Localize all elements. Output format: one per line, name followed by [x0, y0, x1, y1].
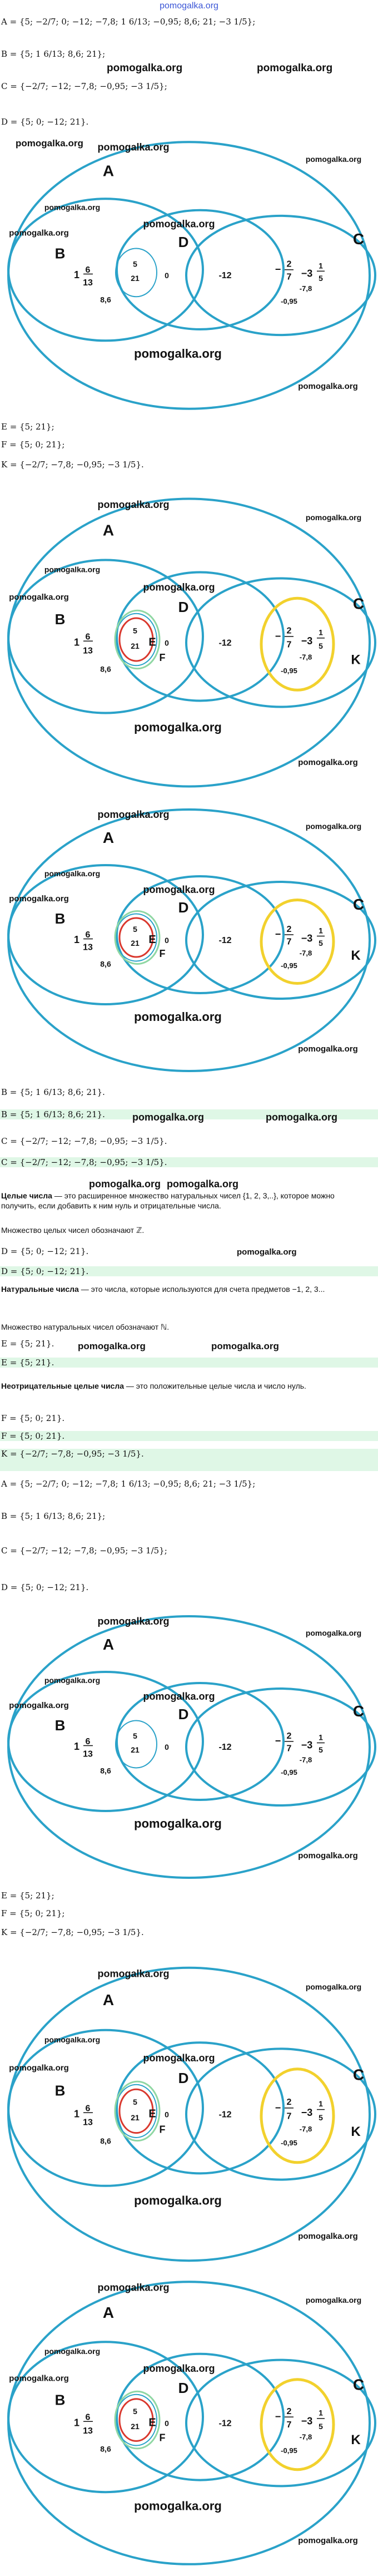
- venn-svg: [0, 134, 378, 417]
- c-mixed-den: 5: [319, 939, 323, 948]
- b-mixed-num: 6: [85, 632, 91, 642]
- c-frac-den: 7: [286, 2111, 292, 2121]
- watermark: pomogalka.org: [298, 2232, 358, 2241]
- circle-A: [8, 1968, 370, 2261]
- b-mixed-num: 6: [85, 1737, 91, 1746]
- c-frac-den: 7: [286, 272, 292, 282]
- circle-E: [120, 618, 153, 661]
- circle-C: [186, 882, 375, 999]
- watermark: pomogalka.org: [44, 2346, 101, 2356]
- label-K: K: [351, 652, 361, 668]
- c-mixed-num: 1: [319, 926, 323, 935]
- b-mixed-den: 13: [83, 646, 93, 656]
- set-A-line: A = {5; −2/7; 0; −12; −7,8; 1 6/13; −0,95; 8,6; 21; −3 1/5};: [1, 1479, 256, 1489]
- b-mixed-den: 13: [83, 942, 93, 953]
- watermark: pomogalka.org: [78, 1341, 146, 1351]
- integers-term: Целые числа: [1, 1191, 52, 1200]
- label-A: A: [102, 1636, 115, 1653]
- watermark: pomogalka.org: [44, 203, 101, 212]
- label-F: F: [159, 948, 166, 959]
- watermark: pomogalka.org: [97, 1968, 170, 1980]
- label-B: B: [54, 2391, 66, 2409]
- watermark: pomogalka.org: [143, 218, 215, 230]
- c-value-095: -0,95: [281, 2139, 297, 2147]
- c-frac-num: 2: [286, 259, 292, 269]
- c-value-78: -7,8: [299, 949, 312, 958]
- circle-C: [186, 216, 375, 335]
- b-mixed-den: 13: [83, 278, 93, 288]
- naturals-term: Натуральные числа: [1, 1285, 79, 1294]
- label-B: B: [54, 245, 66, 262]
- circle-C: [186, 2360, 375, 2486]
- label-C: C: [352, 1702, 365, 1720]
- venn-svg: [0, 801, 378, 1079]
- set-D-line: D = {5; 0; −12; 21}.: [1, 117, 89, 127]
- set-B-line-highlight: B = {5; 1 6/13; 8,6; 21}.: [0, 1109, 378, 1119]
- value-21: 21: [131, 2421, 140, 2431]
- c-minus: −: [275, 2102, 281, 2114]
- label-A: A: [102, 829, 115, 846]
- set-E-line: E = {5; 21};: [1, 422, 54, 432]
- watermark: pomogalka.org: [143, 884, 215, 895]
- c-frac-den: 7: [286, 2420, 292, 2430]
- value-0: 0: [165, 271, 169, 280]
- circle-C: [186, 2049, 375, 2179]
- b-mixed-den: 13: [83, 2118, 93, 2128]
- c-minus: −: [275, 2411, 281, 2422]
- c-frac-den: 7: [286, 937, 292, 947]
- b-mixed-whole: 1: [73, 2417, 80, 2429]
- set-D-line: D = {5; 0; −12; 21}.: [1, 1246, 89, 1256]
- watermark: pomogalka.org: [9, 894, 69, 904]
- label-K: K: [351, 2124, 361, 2140]
- set-A-line: A = {5; −2/7; 0; −12; −7,8; 1 6/13; −0,95; 8,6; 21; −3 1/5};: [1, 17, 256, 27]
- c-value-78: -7,8: [299, 284, 312, 293]
- integers-paragraph: [1, 1191, 357, 1211]
- b-extra-value: 8,6: [100, 2136, 111, 2146]
- label-F: F: [159, 2432, 166, 2444]
- watermark: pomogalka.org: [97, 141, 170, 153]
- watermark: pomogalka.org: [134, 1010, 222, 1024]
- label-B: B: [54, 910, 66, 927]
- watermark: pomogalka.org: [134, 346, 222, 361]
- label-E: E: [148, 2416, 156, 2429]
- circle-inner: [116, 249, 157, 297]
- set-C-line: C = {−2/7; −12; −7,8; −0,95; −3 1/5};: [1, 1546, 167, 1556]
- label-B: B: [54, 2082, 66, 2099]
- set-K-line: K = {−2/7; −7,8; −0,95; −3 1/5}.: [1, 460, 144, 470]
- c-frac-num: 2: [286, 2406, 292, 2416]
- set-C-line: C = {−2/7; −12; −7,8; −0,95; −3 1/5};: [1, 81, 167, 91]
- watermark: pomogalka.org: [305, 513, 362, 522]
- watermark: pomogalka.org: [97, 2282, 170, 2293]
- label-D: D: [178, 599, 189, 615]
- venn-diagram-2: [0, 490, 378, 796]
- value-0: 0: [165, 1743, 169, 1751]
- b-mixed-den: 13: [83, 2426, 93, 2436]
- watermark: pomogalka.org: [9, 593, 69, 602]
- naturals-paragraph: [1, 1284, 357, 1294]
- c-mixed-num: 1: [319, 1733, 323, 1742]
- set-K-line: K = {−2/7; −7,8; −0,95; −3 1/5}.: [1, 1927, 144, 1937]
- label-C: C: [352, 230, 365, 248]
- c-minus: −: [275, 1735, 281, 1746]
- watermark: pomogalka.org: [134, 2193, 222, 2208]
- label-K: K: [351, 2432, 361, 2447]
- c-value-095: -0,95: [281, 961, 297, 970]
- circle-E: [120, 2089, 153, 2133]
- c-frac-den: 7: [286, 640, 292, 650]
- venn-diagram-3: [0, 801, 378, 1079]
- c-value-095: -0,95: [281, 2446, 297, 2455]
- watermark: pomogalka.org: [44, 1676, 101, 1685]
- watermark: pomogalka.org: [134, 720, 222, 734]
- watermark: pomogalka.org: [143, 2052, 215, 2064]
- integers-definition: — это расширенное множество натуральных чисел {1, 2, 3,..}, которое можно получить, если добавить к ним нуль и отрицательные числа.: [1, 1191, 335, 1210]
- nonneg-paragraph: [1, 1381, 357, 1391]
- c-value-78: -7,8: [299, 2124, 312, 2133]
- c-frac-den: 7: [286, 1744, 292, 1754]
- value-0: 0: [165, 2419, 169, 2428]
- c-value-78: -7,8: [299, 653, 312, 662]
- watermark: pomogalka.org: [132, 1112, 205, 1123]
- watermark: pomogalka.org: [107, 62, 183, 74]
- value-21: 21: [131, 1745, 140, 1754]
- c-frac-num: 2: [286, 1731, 292, 1741]
- c-mixed-num: 1: [319, 2408, 323, 2417]
- site-header[interactable]: pomogalka.org: [160, 1, 218, 11]
- label-A: A: [102, 162, 115, 180]
- watermark: pomogalka.org: [16, 138, 83, 149]
- integers-notation: Множество целых чисел обозначают ℤ.: [1, 1226, 145, 1235]
- watermark: pomogalka.org: [298, 382, 358, 391]
- watermark: pomogalka.org: [9, 228, 69, 238]
- set-B-line: B = {5; 1 6/13; 8,6; 21};: [1, 49, 106, 59]
- set-D-line-highlight: D = {5; 0; −12; 21}.: [0, 1266, 378, 1276]
- c-mixed-num: 1: [319, 261, 323, 270]
- value-5: 5: [133, 1731, 137, 1740]
- b-mixed-whole: 1: [73, 636, 80, 648]
- c-minus: −: [275, 263, 281, 275]
- c-mixed-den: 5: [319, 1745, 323, 1754]
- label-D: D: [178, 234, 189, 250]
- circle-A: [8, 2282, 370, 2564]
- set-D-line: D = {5; 0; −12; 21}.: [1, 1582, 89, 1592]
- value-minus12: -12: [218, 271, 232, 281]
- value-0: 0: [165, 936, 169, 945]
- label-A: A: [102, 1991, 115, 2009]
- watermark: pomogalka.org: [134, 1817, 222, 1830]
- value-0: 0: [165, 638, 169, 648]
- naturals-notation: Множество натуральных чисел обозначают ℕ.: [1, 1322, 170, 1331]
- watermark: pomogalka.org: [305, 822, 362, 831]
- circle-A: [8, 810, 370, 1071]
- label-D: D: [178, 2380, 189, 2396]
- b-extra-value: 8,6: [100, 2444, 111, 2454]
- c-mixed-den: 5: [319, 2113, 323, 2123]
- c-mixed-whole: −3: [301, 932, 313, 944]
- c-mixed-num: 1: [319, 628, 323, 637]
- venn-svg: [0, 2273, 378, 2573]
- b-extra-value: 8,6: [100, 1766, 111, 1775]
- watermark: pomogalka.org: [89, 1178, 161, 1190]
- venn-svg: [0, 1608, 378, 1886]
- set-E-line-highlight: E = {5; 21}.: [0, 1358, 378, 1368]
- c-mixed-whole: −3: [301, 268, 313, 279]
- b-mixed-whole: 1: [73, 2108, 80, 2120]
- watermark: pomogalka.org: [9, 2373, 69, 2383]
- c-mixed-whole: −3: [301, 2106, 313, 2118]
- watermark: pomogalka.org: [237, 1247, 297, 1257]
- value-minus12: -12: [218, 638, 232, 648]
- watermark: pomogalka.org: [211, 1341, 279, 1351]
- circle-A: [8, 142, 370, 408]
- circle-C: [186, 579, 375, 707]
- set-B-line: B = {5; 1 6/13; 8,6; 21}.: [1, 1087, 105, 1097]
- label-D: D: [178, 1706, 189, 1723]
- watermark: pomogalka.org: [44, 2035, 101, 2045]
- set-C-line-highlight: C = {−2/7; −12; −7,8; −0,95; −3 1/5}.: [0, 1157, 378, 1167]
- b-extra-value: 8,6: [100, 295, 111, 304]
- c-value-78: -7,8: [299, 2432, 312, 2441]
- value-21: 21: [131, 939, 140, 948]
- value-5: 5: [133, 925, 137, 934]
- watermark: pomogalka.org: [9, 2063, 69, 2073]
- label-A: A: [102, 521, 115, 539]
- watermark: pomogalka.org: [305, 1628, 362, 1637]
- venn-diagram-4: [0, 1608, 378, 1886]
- set-E-line: E = {5; 21};: [1, 1891, 54, 1901]
- label-C: C: [352, 595, 365, 613]
- c-mixed-whole: −3: [301, 2415, 313, 2427]
- watermark: pomogalka.org: [143, 1691, 215, 1702]
- c-frac-num: 2: [286, 2098, 292, 2108]
- c-value-095: -0,95: [281, 1768, 297, 1776]
- circle-E: [120, 918, 153, 957]
- watermark: pomogalka.org: [44, 869, 101, 878]
- b-extra-value: 8,6: [100, 959, 111, 969]
- naturals-definition: — это числа, которые используются для счета предметов −1, 2, 3...: [78, 1285, 325, 1294]
- value-5: 5: [133, 2098, 137, 2107]
- value-5: 5: [133, 626, 137, 635]
- value-minus12: -12: [218, 2110, 232, 2120]
- label-E: E: [148, 934, 156, 946]
- value-21: 21: [131, 2113, 140, 2123]
- value-5: 5: [133, 2406, 137, 2416]
- c-minus: −: [275, 630, 281, 642]
- c-mixed-den: 5: [319, 641, 323, 650]
- venn-diagram-1: [0, 134, 378, 417]
- value-5: 5: [133, 259, 137, 269]
- watermark: pomogalka.org: [44, 565, 101, 574]
- b-mixed-num: 6: [85, 2104, 91, 2114]
- set-K-line-highlight: K = {−2/7; −7,8; −0,95; −3 1/5}.: [0, 1449, 378, 1471]
- value-0: 0: [165, 2110, 169, 2119]
- nonneg-term: Неотрицательные целые числа: [1, 1381, 125, 1390]
- b-extra-value: 8,6: [100, 664, 111, 674]
- watermark: pomogalka.org: [305, 155, 362, 164]
- watermark: pomogalka.org: [167, 1178, 239, 1190]
- nonneg-definition: — это положительные целые числа и число нуль.: [124, 1381, 306, 1390]
- watermark: pomogalka.org: [257, 62, 333, 74]
- c-mixed-whole: −3: [301, 1739, 313, 1751]
- label-F: F: [159, 652, 166, 663]
- value-21: 21: [131, 641, 140, 650]
- c-mixed-whole: −3: [301, 635, 313, 647]
- label-C: C: [352, 2066, 365, 2084]
- circle-inner: [116, 1721, 157, 1768]
- watermark: pomogalka.org: [298, 2536, 358, 2545]
- value-minus12: -12: [218, 1743, 232, 1752]
- label-K: K: [351, 948, 361, 963]
- label-B: B: [54, 611, 66, 628]
- set-E-line: E = {5; 21}.: [1, 1339, 54, 1349]
- venn-diagram-6: [0, 2273, 378, 2573]
- set-F-line-highlight: F = {5; 0; 21}.: [0, 1431, 378, 1441]
- watermark: pomogalka.org: [266, 1112, 338, 1123]
- venn-diagram-5: [0, 1958, 378, 2270]
- watermark: pomogalka.org: [298, 1044, 358, 1054]
- b-mixed-whole: 1: [73, 1741, 80, 1752]
- c-frac-num: 2: [286, 626, 292, 636]
- watermark: pomogalka.org: [143, 581, 215, 593]
- c-value-78: -7,8: [299, 1755, 312, 1764]
- c-minus: −: [275, 929, 281, 940]
- watermark: pomogalka.org: [97, 1616, 170, 1627]
- watermark: pomogalka.org: [305, 1982, 362, 1991]
- b-mixed-num: 6: [85, 930, 91, 940]
- set-B-line: B = {5; 1 6/13; 8,6; 21};: [1, 1511, 106, 1521]
- circle-A: [8, 499, 370, 787]
- b-mixed-num: 6: [85, 265, 91, 275]
- label-E: E: [148, 2108, 156, 2120]
- value-minus12: -12: [218, 2419, 232, 2429]
- watermark: pomogalka.org: [97, 499, 170, 510]
- venn-svg: [0, 490, 378, 796]
- set-F-line: F = {5; 0; 21};: [1, 440, 65, 450]
- watermark: pomogalka.org: [298, 758, 358, 767]
- circle-C: [186, 1689, 375, 1805]
- b-mixed-whole: 1: [73, 269, 80, 281]
- label-F: F: [159, 2124, 166, 2135]
- venn-svg: [0, 1958, 378, 2270]
- watermark: pomogalka.org: [298, 1851, 358, 1861]
- c-value-095: -0,95: [281, 667, 297, 675]
- set-F-line: F = {5; 0; 21}.: [1, 1413, 65, 1423]
- label-C: C: [352, 896, 365, 913]
- c-mixed-den: 5: [319, 2421, 323, 2431]
- watermark: pomogalka.org: [143, 2363, 215, 2375]
- c-value-095: -0,95: [281, 297, 297, 305]
- label-D: D: [178, 899, 189, 916]
- watermark: pomogalka.org: [134, 2499, 222, 2513]
- c-mixed-den: 5: [319, 274, 323, 283]
- c-frac-num: 2: [286, 925, 292, 934]
- value-21: 21: [131, 274, 140, 283]
- value-minus12: -12: [218, 936, 232, 945]
- b-mixed-num: 6: [85, 2412, 91, 2422]
- set-F-line: F = {5; 0; 21};: [1, 1908, 65, 1918]
- label-A: A: [102, 2304, 115, 2321]
- label-C: C: [352, 2376, 365, 2394]
- watermark: pomogalka.org: [9, 1701, 69, 1710]
- c-mixed-num: 1: [319, 2099, 323, 2108]
- set-C-line: C = {−2/7; −12; −7,8; −0,95; −3 1/5}.: [1, 1136, 167, 1146]
- watermark: pomogalka.org: [305, 2296, 362, 2304]
- label-B: B: [54, 1717, 66, 1734]
- circle-A: [8, 1616, 370, 1878]
- b-mixed-whole: 1: [73, 934, 80, 945]
- label-D: D: [178, 2070, 189, 2086]
- b-mixed-den: 13: [83, 1749, 93, 1759]
- circle-E: [120, 2399, 153, 2441]
- label-E: E: [148, 636, 156, 649]
- watermark: pomogalka.org: [97, 809, 170, 820]
